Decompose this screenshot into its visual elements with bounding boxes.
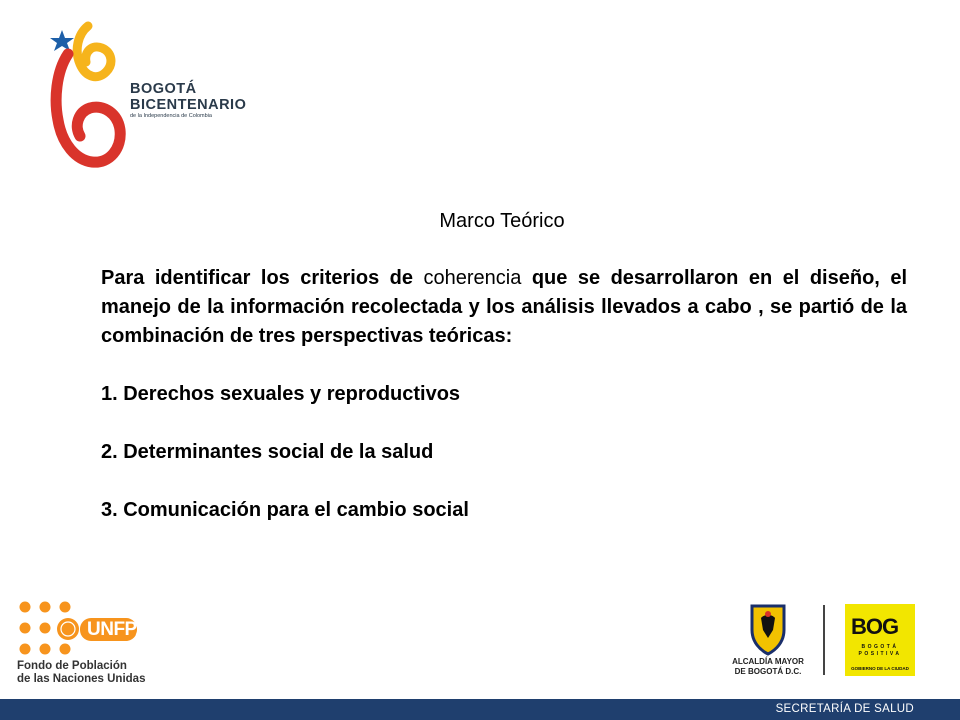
logo-subtitle: de la Independencia de Colombia	[130, 113, 212, 119]
logo-divider	[823, 605, 825, 675]
slide-title: Marco Teórico	[439, 210, 565, 232]
intro-text-part2: que se desarrollaron en el diseño, el manejo de la información recolectada y los análisis llevados a cabo , se partió de la combinación de tres perspectivas teóricas:	[101, 267, 908, 347]
logo-title-line2: BICENTENARIO	[130, 96, 247, 113]
unfpa-name-line1: Fondo de Población	[17, 660, 127, 672]
unfpa-name-line2: de las Naciones Unidas	[17, 673, 146, 685]
unfpa-logo	[16, 598, 156, 690]
list-item: 2. Determinantes social de la salud	[101, 441, 434, 463]
bog-government-label: GOBIERNO DE LA CIUDAD	[851, 666, 909, 671]
bog-sub-line1: BOGOTÁ	[861, 644, 899, 650]
alcaldia-logos	[728, 600, 918, 680]
bogota-coat-of-arms-icon	[728, 600, 808, 656]
alcaldia-line2: DE BOGOTÁ D.C.	[734, 667, 802, 676]
bogota-positiva-logo	[845, 604, 915, 676]
list-item: 1. Derechos sexuales y reproductivos	[101, 383, 461, 405]
footer-label: SECRETARÍA DE SALUD	[775, 703, 914, 715]
logo-title-line1: BOGOTÁ	[130, 81, 197, 97]
slide-body	[101, 264, 908, 521]
bicentenario-emblem-icon	[40, 20, 130, 180]
intro-text-part1: Para identificar los criterios de	[101, 267, 424, 289]
intro-text-highlight: coherencia	[423, 267, 522, 289]
alcaldia-line1: ALCALDÍA MAYOR	[732, 657, 804, 666]
footer-bar	[0, 699, 960, 720]
list-item: 3. Comunicación para el cambio social	[101, 499, 469, 521]
intro-paragraph	[101, 264, 907, 351]
unfpa-wordmark: UNFPA	[87, 619, 149, 640]
bogota-bicentenario-logo	[40, 20, 255, 180]
bog-wordmark: BOG	[851, 614, 899, 639]
bog-sub-line2: POSITIVA	[858, 651, 902, 657]
